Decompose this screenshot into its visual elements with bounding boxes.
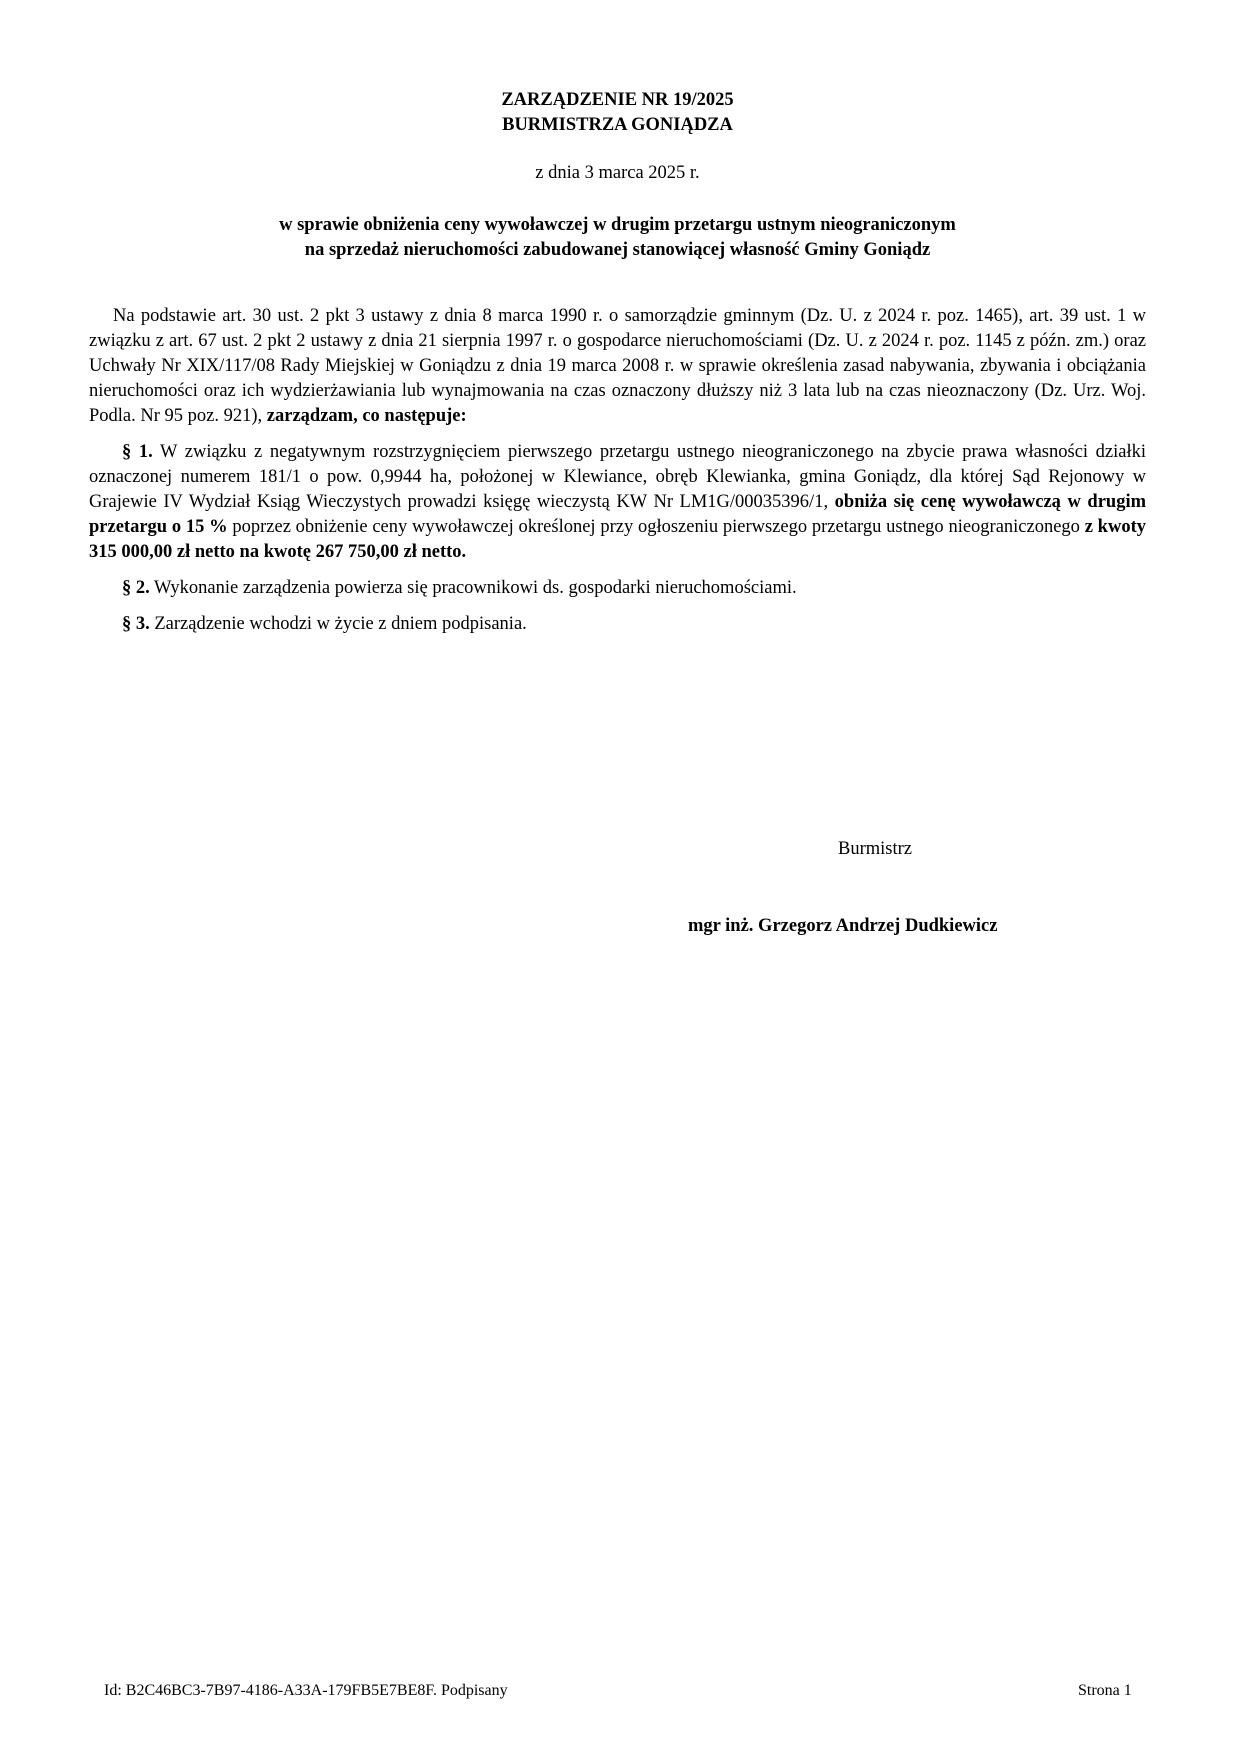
document-date: z dnia 3 marca 2025 r. bbox=[535, 163, 700, 183]
section-1-amounts: z kwoty 315 000,00 zł netto na kwotę 267 750,00 zł netto. bbox=[89, 517, 1146, 562]
legal-basis-closing: zarządzam, co następuje: bbox=[266, 406, 467, 426]
legal-basis-text: Na podstawie art. 30 ust. 2 pkt 3 ustawy z dnia 8 marca 1990 r. o samorządzie gminnym (Dz. U. z 2024 r. poz. 1465), art. 39 ust. 1 w związku z art. 67 ust. 2 pkt 2 ustawy z dnia 21 sierpnia 1997 r. o gospodarce nieruchomościami (Dz. U. z 2024 r. poz. 1145 z późn. zm.) oraz Uchwały Nr XIX/117/08 Rady Miejskiej w Goniądzu z dnia 19 marca 2008 r. w sprawie określenia zasad nabywania, zbywania i obciążania nieruchomości oraz ich wydzierżawiania lub wynajmowania na czas oznaczony dłuższy niż 3 lata lub na czas nieoznaczony (Dz. Urz. Woj. Podla. Nr 95 poz. 921), bbox=[89, 306, 1146, 426]
document-subject bbox=[89, 213, 1146, 263]
section-1-price-reduction: obniża się cenę wywoławczą w drugim przetargu o 15 % bbox=[89, 492, 1147, 537]
footer-page-number: Strona 1 bbox=[1078, 1682, 1132, 1699]
signature-name: mgr inż. Grzegorz Andrzej Dudkiewicz bbox=[688, 916, 998, 936]
legal-basis-paragraph bbox=[89, 304, 1146, 429]
document-body bbox=[89, 88, 1146, 637]
section-1-text-c: poprzez obniżenie ceny wywoławczej określonej przy ogłoszeniu pierwszego przetargu ustnego nieograniczonego bbox=[232, 517, 1080, 537]
section-2-label: § 2. bbox=[122, 578, 150, 598]
section-1-text-a: W związku z negatywnym rozstrzygnięciem pierwszego przetargu ustnego nieograniczonego na zbycie prawa własności działki oznaczonej numerem 181/1 o pow. 0,9944 ha, położonej w Klewiance, obręb Klewianka, gmina Goniądz, dla której Sąd Rejonowy w Grajewie IV Wydział Ksiąg Wieczystych prowadzi księgę wieczystą KW Nr LM1G/00035396/1, bbox=[89, 442, 1147, 512]
section-3 bbox=[89, 612, 1146, 637]
section-1 bbox=[89, 440, 1146, 565]
document-title-line2: BURMISTRZA GONIĄDZA bbox=[502, 115, 733, 135]
section-3-label: § 3. bbox=[122, 614, 150, 634]
section-2 bbox=[89, 576, 1146, 601]
section-3-text: Zarządzenie wchodzi w życie z dniem podpisania. bbox=[154, 614, 527, 634]
subject-line1: w sprawie obniżenia ceny wywoławczej w drugim przetargu ustnym nieograniczonym bbox=[279, 215, 956, 235]
document-title-line1: ZARZĄDZENIE NR 19/2025 bbox=[501, 90, 734, 110]
subject-line2: na sprzedaż nieruchomości zabudowanej stanowiącej własność Gminy Goniądz bbox=[304, 240, 931, 260]
section-1-label: § 1. bbox=[122, 442, 153, 462]
footer-document-id: Id: B2C46BC3-7B97-4186-A33A-179FB5E7BE8F. Podpisany bbox=[104, 1682, 508, 1699]
section-2-text: Wykonanie zarządzenia powierza się pracownikowi ds. gospodarki nieruchomościami. bbox=[154, 578, 797, 598]
signature-role: Burmistrz bbox=[838, 839, 912, 859]
